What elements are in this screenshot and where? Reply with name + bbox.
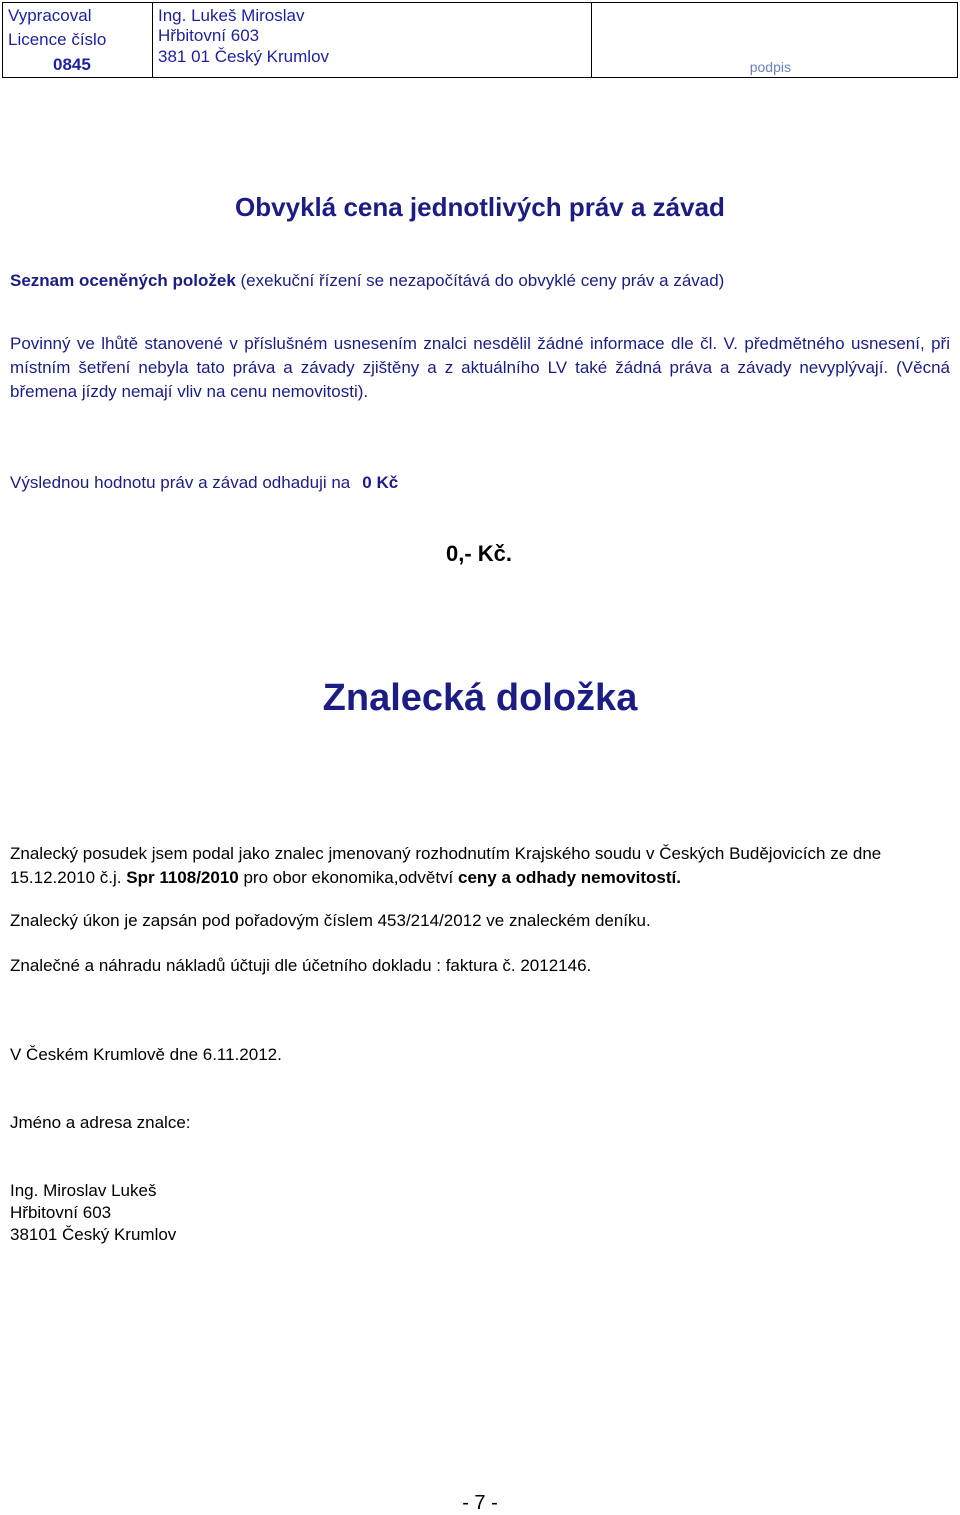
result-line: [10, 473, 398, 493]
page-number: - 7 -: [462, 1492, 498, 1514]
result-text: Výslednou hodnotu práv a závad odhaduji na: [10, 473, 351, 492]
name-address-label: Jméno a adresa znalce:: [10, 1113, 191, 1132]
fee-statement: Znalečné a náhradu nákladů účtuji dle účetního dokladu : faktura č. 2012146.: [10, 956, 592, 975]
header-signature-cell: [592, 3, 957, 77]
author-name: Ing. Lukeš Miroslav: [158, 6, 305, 25]
items-subtitle-bold: Seznam oceněných položek: [10, 271, 236, 290]
header-licence-cell: [3, 3, 153, 77]
rights-paragraph: Povinný ve lhůtě stanovené v příslušném usnesením znalci nesdělil žádné informace dle čl. V. předmětného usnesení, při místním šetření nebyla tato práva a závady zjištěny a z aktuálního LV také žádná práva a závady nevyplývají. (Věcná břemena jízdy nemají vliv na cenu nemovitosti).: [10, 334, 950, 401]
clause-text-c: pro obor ekonomika,odvětví: [238, 868, 458, 887]
clause-field: ceny a odhady nemovitostí.: [457, 868, 681, 887]
items-subtitle: [10, 271, 724, 291]
section-title-clause: Znalecká doložka: [322, 677, 638, 719]
author-street: Hřbitovní 603: [158, 26, 260, 45]
vypracoval-label: Vypracoval: [8, 6, 92, 25]
licence-label: Licence číslo: [8, 30, 107, 49]
licence-number: 0845: [53, 55, 91, 74]
items-subtitle-note: (exekuční řízení se nezapočítává do obvyklé ceny práv a závad): [235, 271, 725, 290]
section-title-rights: Obvyklá cena jednotlivých práv a závad: [235, 192, 725, 222]
clause-paragraph: [10, 842, 950, 890]
header-author-cell: [153, 3, 592, 77]
expert-city: 38101 Český Krumlov: [10, 1225, 177, 1244]
total-amount: 0,- Kč.: [446, 541, 513, 566]
clause-text-a: Znalecký posudek jsem podal jako znalec jmenovaný rozhodnutím Krajského soudu v Českých Budějovicích ze dne 15.12.2010 č.j.: [10, 844, 882, 887]
result-value: 0 Kč: [362, 473, 399, 492]
signature-label: podpis: [749, 59, 791, 75]
journal-entry: Znalecký úkon je zapsán pod pořadovým číslem 453/214/2012 ve znaleckém deníku.: [10, 911, 651, 930]
header-stamp: [2, 2, 958, 78]
clause-file-number: Spr 1108/2010: [126, 868, 239, 887]
place-date: V Českém Krumlově dne 6.11.2012.: [10, 1045, 282, 1064]
author-city: 381 01 Český Krumlov: [158, 47, 330, 66]
expert-street: Hřbitovní 603: [10, 1203, 112, 1222]
expert-name: Ing. Miroslav Lukeš: [10, 1181, 157, 1200]
